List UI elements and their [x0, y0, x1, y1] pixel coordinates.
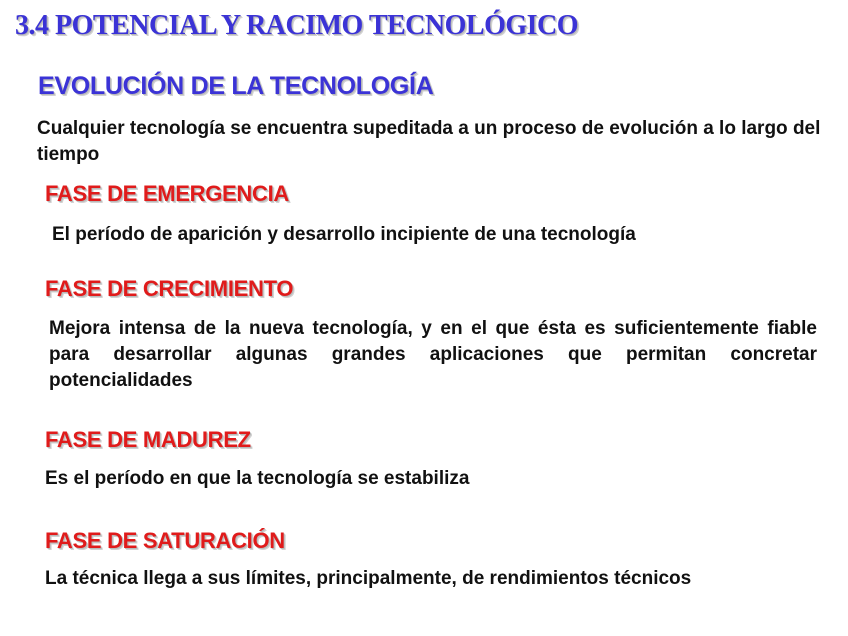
phase-growth-title: FASE DE CRECIMIENTO [45, 276, 294, 301]
phase-emergence-title: FASE DE EMERGENCIA [45, 181, 289, 206]
section-subtitle: EVOLUCIÓN DE LA TECNOLOGÍA [38, 72, 434, 100]
phase-emergence-description: El período de aparición y desarrollo incipiente de una tecnología [52, 224, 636, 245]
phase-maturity-description: Es el período en que la tecnología se estabiliza [45, 468, 470, 489]
phase-saturation-description: La técnica llega a sus límites, principalmente, de rendimientos técnicos [45, 568, 692, 589]
phase-growth-description: Mejora intensa de la nueva tecnología, y en el que ésta es suficientemente fiable para desarrollar algunas grandes aplicaciones que permitan concretar potencialidades [49, 318, 817, 391]
phase-maturity-title: FASE DE MADUREZ [45, 427, 251, 452]
phase-saturation-title: FASE DE SATURACIÓN [45, 528, 285, 553]
slide-title: 3.4 POTENCIAL Y RACIMO TECNOLÓGICO [15, 10, 579, 41]
intro-paragraph: Cualquier tecnología se encuentra supeditada a un proceso de evolución a lo largo del tiempo [37, 118, 821, 165]
